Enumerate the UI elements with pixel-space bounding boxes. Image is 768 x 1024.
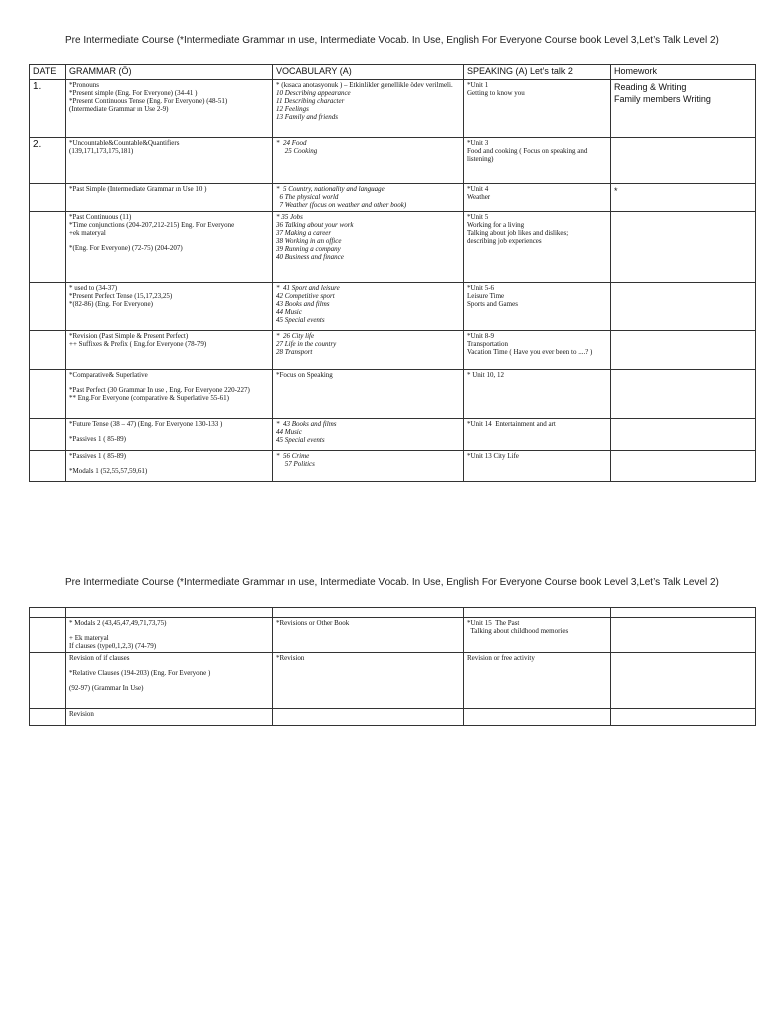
- homework-cell: [611, 709, 756, 726]
- date-cell: [30, 709, 66, 726]
- grammar-cell: [66, 184, 273, 212]
- speaking-text: Talking about childhood memories: [467, 627, 569, 635]
- vocabulary-text: 13 Family and friends: [276, 113, 339, 121]
- vocabulary-cell: [273, 212, 464, 283]
- vocabulary-text: * 56 Crime: [276, 452, 310, 460]
- grammar-text: Revision of if clauses: [69, 654, 130, 662]
- date-cell: 2.: [30, 138, 66, 184]
- table-row: [30, 419, 756, 451]
- table-row: [30, 212, 756, 283]
- grammar-text: + Ek materyal: [69, 634, 109, 642]
- speaking-text: Transportation: [467, 340, 508, 348]
- homework-text: Family members Writing: [614, 94, 711, 104]
- grammar-text: *Time conjunctions (204-207,212-215) Eng. For Everyone: [69, 221, 235, 229]
- table-row: [30, 331, 756, 370]
- grammar-text: *Modals 1 (52,55,57,59,61): [69, 467, 148, 475]
- grammar-cell: [66, 331, 273, 370]
- grammar-cell: [66, 653, 273, 709]
- vocabulary-text: 38 Working in an office: [276, 237, 342, 245]
- speaking-text: *Unit 1: [467, 81, 489, 89]
- speaking-cell: [464, 709, 611, 726]
- vocabulary-text: *Revisions or Other Book: [276, 619, 350, 627]
- grammar-text: *(82-86) (Eng. For Everyone): [69, 300, 153, 308]
- speaking-cell: [464, 419, 611, 451]
- grammar-text: *Passives 1 ( 85-89): [69, 435, 126, 443]
- homework-cell: [611, 331, 756, 370]
- speaking-text: *Unit 13 City Life: [467, 452, 519, 460]
- speaking-text: *Unit 5: [467, 213, 489, 221]
- syllabus-table-1: [29, 64, 756, 482]
- speaking-cell: [464, 451, 611, 482]
- speaking-text: *Unit 15 The Past: [467, 619, 520, 627]
- grammar-text: * Modals 2 (43,45,47,49,71,73,75): [69, 619, 167, 627]
- vocabulary-cell: [273, 283, 464, 331]
- table-row: [30, 608, 756, 618]
- grammar-text: Revision: [69, 710, 94, 718]
- grammar-text: [69, 428, 269, 435]
- table-row: [30, 80, 756, 138]
- vocabulary-text: *Revision: [276, 654, 305, 662]
- grammar-text: *Relative Clauses (194-203) (Eng. For Everyone ): [69, 669, 211, 677]
- homework-text: Reading & Writing: [614, 82, 687, 92]
- vocabulary-text: * 24 Food: [276, 139, 307, 147]
- speaking-text: Weather: [467, 193, 491, 201]
- vocabulary-text: * 41 Sport and leisure: [276, 284, 340, 292]
- homework-cell: [611, 212, 756, 283]
- grammar-text: *Present Continuous Tense (Eng. For Everyone) (48-51): [69, 97, 228, 105]
- speaking-cell: [464, 184, 611, 212]
- vocabulary-text: 44 Music: [276, 308, 302, 316]
- homework-column-header: Homework: [611, 65, 756, 80]
- speaking-text: describing job experiences: [467, 237, 542, 245]
- grammar-text: *Past Perfect (30 Grammar In use , Eng. For Everyone 220-227): [69, 386, 250, 394]
- vocabulary-text: 44 Music: [276, 428, 302, 436]
- vocabulary-text: 37 Making a career: [276, 229, 332, 237]
- date-cell: [30, 618, 66, 653]
- table-row: [30, 138, 756, 184]
- grammar-text: ** Eng.For Everyone (comparative & Superlative 55-61): [69, 394, 229, 402]
- speaking-cell: [464, 283, 611, 331]
- homework-cell: [611, 138, 756, 184]
- table-row: [30, 184, 756, 212]
- table-row: [30, 370, 756, 419]
- grammar-text: *(Eng. For Everyone) (72-75) (204-207): [69, 244, 183, 252]
- date-cell: [30, 283, 66, 331]
- speaking-text: Talking about job likes and dislikes;: [467, 229, 569, 237]
- speaking-text: Leisure Time: [467, 292, 505, 300]
- grammar-text: If clauses (type0,1,2,3) (74-79): [69, 642, 157, 650]
- date-cell: [30, 653, 66, 709]
- table-row: [30, 618, 756, 653]
- date-cell: [30, 419, 66, 451]
- grammar-text: *Present simple (Eng. For Everyone) (34-41 ): [69, 89, 198, 97]
- grammar-cell: [66, 80, 273, 138]
- grammar-cell: [66, 419, 273, 451]
- speaking-text: *Unit 3: [467, 139, 489, 147]
- speaking-cell: [464, 653, 611, 709]
- speaking-cell: [464, 331, 611, 370]
- homework-text: *: [614, 186, 618, 196]
- speaking-cell: [464, 618, 611, 653]
- grammar-cell: [66, 370, 273, 419]
- speaking-text: *Unit 4: [467, 185, 489, 193]
- grammar-text: [69, 662, 269, 669]
- vocabulary-text: * 5 Country, nationality and language: [276, 185, 385, 193]
- vocabulary-text: *Focus on Speaking: [276, 371, 333, 379]
- speaking-text: *Unit 14 Entertainment and art: [467, 420, 556, 428]
- speaking-text: *Unit 5-6: [467, 284, 495, 292]
- speaking-text: Sports and Games: [467, 300, 518, 308]
- vocabulary-cell: [273, 184, 464, 212]
- vocabulary-cell: [273, 419, 464, 451]
- vocabulary-text: * 35 Jobs: [276, 213, 303, 221]
- speaking-text: Getting to know you: [467, 89, 525, 97]
- date-cell: [30, 608, 66, 618]
- course-title-2: Pre Intermediate Course (*Intermediate Grammar ın use, Intermediate Vocab. In Use, English For Everyone Course book Level 3,Let’s Talk Level 2): [65, 577, 719, 588]
- date-cell: [30, 184, 66, 212]
- grammar-cell: [66, 138, 273, 184]
- grammar-text: (92-97) (Grammar In Use): [69, 684, 144, 692]
- homework-cell: [611, 370, 756, 419]
- grammar-cell: [66, 212, 273, 283]
- grammar-text: *Past Simple (Intermediate Grammar ın Use 10 ): [69, 185, 207, 193]
- speaking-cell: [464, 212, 611, 283]
- grammar-text: (Intermediate Grammar ın Use 2-9): [69, 105, 169, 113]
- homework-cell: [611, 653, 756, 709]
- grammar-text: *Comparative& Superlative: [69, 371, 148, 379]
- vocabulary-text: 40 Business and finance: [276, 253, 344, 261]
- vocabulary-cell: [273, 653, 464, 709]
- date-column-header: DATE: [30, 65, 66, 80]
- date-cell: [30, 451, 66, 482]
- vocabulary-cell: [273, 608, 464, 618]
- grammar-text: +ek materyal: [69, 229, 106, 237]
- vocabulary-text: 57 Politics: [276, 460, 315, 468]
- table-header-row: [30, 65, 756, 80]
- grammar-cell: [66, 608, 273, 618]
- speaking-text: Food and cooking ( Focus on speaking and listening): [467, 147, 590, 163]
- vocabulary-text: 43 Books and films: [276, 300, 330, 308]
- grammar-text: [69, 237, 269, 244]
- grammar-text: *Future Tense (38 – 47) (Eng. For Everyone 130-133 ): [69, 420, 223, 428]
- vocabulary-text: 28 Transport: [276, 348, 313, 356]
- vocabulary-cell: [273, 709, 464, 726]
- speaking-text: *Unit 8-9: [467, 332, 495, 340]
- grammar-text: *Revision (Past Simple & Present Perfect): [69, 332, 189, 340]
- speaking-text: Vacation Time ( Have you ever been to ....? ): [467, 348, 593, 356]
- vocabulary-cell: [273, 331, 464, 370]
- table-row: [30, 451, 756, 482]
- speaking-text: Working for a living: [467, 221, 525, 229]
- grammar-cell: [66, 709, 273, 726]
- speaking-text: * Unit 10, 12: [467, 371, 504, 379]
- table-row: [30, 709, 756, 726]
- homework-cell: [611, 419, 756, 451]
- grammar-text: *Pronouns: [69, 81, 99, 89]
- vocabulary-text: * (kısaca anotasyonuk ) – Etkinlikler genellikle ödev verilmeli.: [276, 81, 453, 89]
- vocabulary-text: 6 The physical world: [276, 193, 339, 201]
- vocabulary-column-header: VOCABULARY (A): [273, 65, 464, 80]
- homework-cell: [611, 80, 756, 138]
- vocabulary-text: 11 Describing character: [276, 97, 345, 105]
- homework-cell: [611, 618, 756, 653]
- date-cell: [30, 370, 66, 419]
- grammar-text: [69, 677, 269, 684]
- table-row: [30, 653, 756, 709]
- vocabulary-text: 25 Cooking: [276, 147, 318, 155]
- vocabulary-text: 10 Describing appearance: [276, 89, 351, 97]
- syllabus-table-2: [29, 607, 756, 726]
- grammar-text: ++ Suffixes & Prefix ( Eng.for Everyone (78-79): [69, 340, 207, 348]
- vocabulary-text: 12 Feelings: [276, 105, 309, 113]
- grammar-text: * used to (34-37): [69, 284, 118, 292]
- date-cell: 1.: [30, 80, 66, 138]
- grammar-cell: [66, 618, 273, 653]
- homework-cell: [611, 283, 756, 331]
- speaking-cell: [464, 370, 611, 419]
- vocabulary-text: 7 Weather (focus on weather and other book): [276, 201, 407, 209]
- vocabulary-text: 39 Running a company: [276, 245, 341, 253]
- vocabulary-text: 27 Life in the country: [276, 340, 337, 348]
- speaking-cell: [464, 80, 611, 138]
- vocabulary-cell: [273, 370, 464, 419]
- grammar-text: (139,171,173,175,181): [69, 147, 134, 155]
- date-cell: [30, 331, 66, 370]
- homework-cell: [611, 451, 756, 482]
- speaking-text: Revision or free activity: [467, 654, 535, 662]
- table-row: [30, 283, 756, 331]
- vocabulary-cell: [273, 451, 464, 482]
- homework-cell: [611, 184, 756, 212]
- grammar-column-header: GRAMMAR (Ö): [66, 65, 273, 80]
- vocabulary-text: * 26 City life: [276, 332, 315, 340]
- vocabulary-text: 45 Special events: [276, 316, 325, 324]
- vocabulary-cell: [273, 618, 464, 653]
- grammar-text: [69, 627, 269, 634]
- speaking-cell: [464, 608, 611, 618]
- speaking-cell: [464, 138, 611, 184]
- vocabulary-text: 45 Special events: [276, 436, 325, 444]
- grammar-text: [69, 379, 269, 386]
- grammar-text: *Passives 1 ( 85-89): [69, 452, 126, 460]
- grammar-text: *Uncountable&Countable&Quantifiers: [69, 139, 180, 147]
- grammar-text: [69, 460, 269, 467]
- vocabulary-text: * 43 Books and films: [276, 420, 337, 428]
- vocabulary-cell: [273, 138, 464, 184]
- course-title-1: Pre Intermediate Course (*Intermediate Grammar ın use, Intermediate Vocab. In Use, English For Everyone Course book Level 3,Let’s Talk Level 2): [65, 35, 719, 46]
- homework-cell: [611, 608, 756, 618]
- grammar-text: *Present Perfect Tense (15,17,23,25): [69, 292, 173, 300]
- vocabulary-cell: [273, 80, 464, 138]
- vocabulary-text: 36 Talking about your work: [276, 221, 354, 229]
- vocabulary-text: 42 Competitive sport: [276, 292, 335, 300]
- grammar-text: *Past Continuous (11): [69, 213, 132, 221]
- grammar-cell: [66, 283, 273, 331]
- date-cell: [30, 212, 66, 283]
- grammar-cell: [66, 451, 273, 482]
- speaking-column-header: SPEAKING (A) Let’s talk 2: [464, 65, 611, 80]
